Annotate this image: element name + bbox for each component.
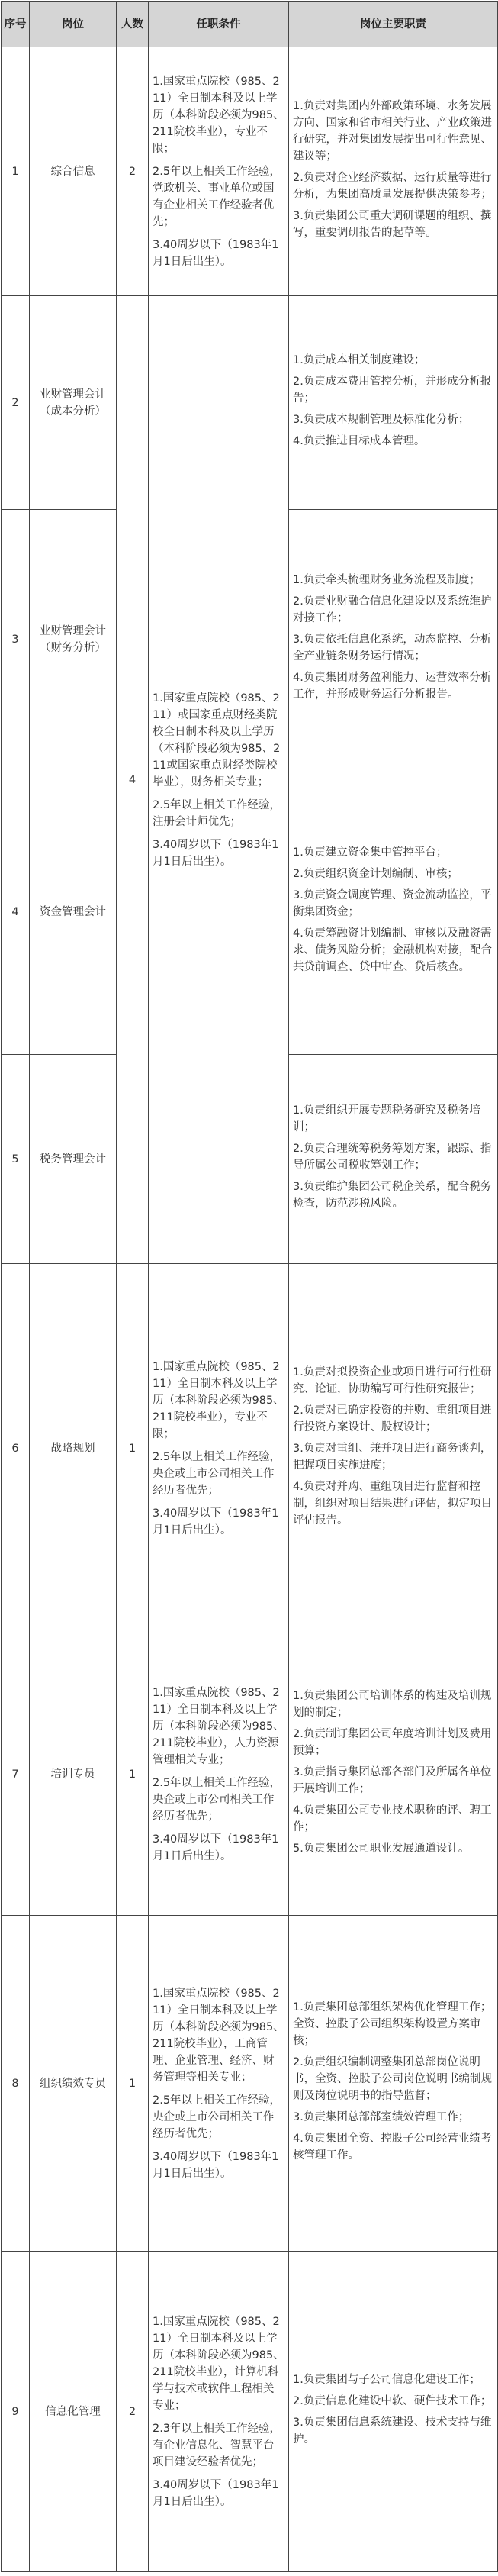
table-header-row [2, 2, 498, 47]
requirement-item: 3.40周岁以下（1983年1月1日后出生）。 [153, 2150, 279, 2180]
requirement-item: 3.40周岁以下（1983年1月1日后出生）。 [153, 1833, 279, 1862]
duty-item: 4.负责集团公司专业技术职称的评、聘工作； [293, 1804, 492, 1833]
requirement-item: 2.5年以上相关工作经验，党政机关、事业单位或国有企业相关工作经验者优先； [153, 165, 281, 228]
header-position: 岗位 [30, 2, 117, 47]
requirement-item: 1.国家重点院校（985、211）全日制本科及以上学历（本科阶段必须为985、211院校毕业），专业不限； [153, 75, 284, 155]
row-position: 组织绩效专员 [30, 1916, 117, 2252]
duty-item: 4.负责筹融资计划编制、审核以及融资需求、债务风险分析；金融机构对接，配合共贷前调查、贷中审查、贷后核查。 [293, 927, 492, 973]
row-requirements [149, 1916, 289, 2252]
duty-item: 3.负责集团信息系统建设、技术支持与维护。 [293, 2416, 492, 2445]
row-position: 业财管理会计（成本分析） [30, 296, 117, 510]
table-row [2, 2252, 498, 2572]
row-duties [289, 1055, 498, 1264]
duty-item: 4.负责集团全资、控股子公司经营业绩考核管理工作。 [293, 2132, 492, 2162]
row-position: 战略规划 [30, 1264, 117, 1633]
row-requirements [149, 1264, 289, 1633]
row-no: 2 [2, 296, 30, 510]
header-no: 序号 [2, 2, 30, 47]
row-duties [289, 47, 498, 296]
duty-item: 1.负责牵头梳理财务业务流程及制度； [293, 573, 480, 586]
duty-item: 1.负责集团与子公司信息化建设工作； [293, 2373, 480, 2386]
duty-item: 5.负责集团公司职业发展通道设计。 [293, 1842, 470, 1855]
duty-item: 1.负责对拟投资企业或项目进行可行性研究、论证，协助编写可行性研究报告； [293, 1365, 492, 1395]
duty-item: 1.负责组织开展专题税务研究及税务培训； [293, 1104, 480, 1133]
duty-item: 1.负责集团总部组织架构优化管理工作；全资、控股子公司组织架构设置方案审核； [293, 2001, 492, 2047]
row-no: 1 [2, 47, 30, 296]
duty-item: 1.负责成本相关制度建设； [293, 353, 426, 366]
row-duties [289, 1633, 498, 1916]
duty-item: 2.负责业财融合信息化建设以及系统维护对接工作； [293, 595, 492, 624]
row-no: 3 [2, 510, 30, 769]
duty-item: 2.负责对企业经济数据、运行质量等进行分析，为集团高质量发展提供决策参考； [293, 171, 492, 201]
requirement-item: 2.3年以上相关工作经验，有企业信息化、智慧平台项目建设经验者优先； [153, 2422, 281, 2468]
row-requirements [149, 1633, 289, 1916]
duty-item: 2.负责合理统筹税务筹划方案，跟踪、指导所属公司税收筹划工作； [293, 1142, 492, 1172]
row-count: 1 [117, 1264, 149, 1633]
row-duties [289, 1264, 498, 1633]
row-no: 5 [2, 1055, 30, 1264]
row-requirements [149, 47, 289, 296]
header-requirements: 任职条件 [149, 2, 289, 47]
row-no: 4 [2, 769, 30, 1055]
requirement-item: 3.40周岁以下（1983年1月1日后出生）。 [153, 838, 279, 868]
row-position: 综合信息 [30, 47, 117, 296]
row-no: 9 [2, 2252, 30, 2572]
duty-item: 3.负责集团总部部室绩效管理工作； [293, 2110, 470, 2123]
requirement-item: 2.5年以上相关工作经验，央企或上市公司相关工作经历者优先； [153, 1450, 281, 1497]
row-requirements [149, 2252, 289, 2572]
row-position: 业财管理会计（财务分析） [30, 510, 117, 769]
duty-item: 3.负责维护集团公司税企关系，配合税务检查，防范涉税风险。 [293, 1180, 492, 1210]
row-count: 1 [117, 1633, 149, 1916]
row-count: 1 [117, 1916, 149, 2252]
requirement-item: 1.国家重点院校（985、211）全日制本科及以上学历（本科阶段必须为985、211院校毕业），计算机科学与技术或软件工程相关专业； [153, 2315, 284, 2412]
duty-item: 1.负责对集团内外部政策环境、水务发展方向、国家和省市相关行业、产业政策进行研究，并对集团发展提出可行性意见、建议等； [293, 99, 492, 163]
header-count: 人数 [117, 2, 149, 47]
duty-item: 4.负责推进目标成本管理。 [293, 434, 426, 447]
requirement-item: 2.5年以上相关工作经验，央企或上市公司相关工作经历者优先； [153, 1776, 281, 1823]
row-duties [289, 2252, 498, 2572]
row-duties [289, 296, 498, 510]
table-row [2, 1264, 498, 1633]
duty-item: 1.负责集团公司培训体系的构建及培训规划的制定； [293, 1689, 492, 1719]
requirement-item: 3.40周岁以下（1983年1月1日后出生）。 [153, 2478, 279, 2508]
duty-item: 3.负责集团公司重大调研课题的组织、撰写，重要调研报告的起草等。 [293, 209, 492, 239]
row-position: 税务管理会计 [30, 1055, 117, 1264]
table-row [2, 296, 498, 510]
row-position: 培训专员 [30, 1633, 117, 1916]
header-duties: 岗位主要职责 [289, 2, 498, 47]
requirement-item: 3.40周岁以下（1983年1月1日后出生）。 [153, 1507, 279, 1536]
table-row [2, 47, 498, 296]
row-count: 2 [117, 2252, 149, 2572]
row-position: 信息化管理 [30, 2252, 117, 2572]
duty-item: 4.负责对并购、重组项目进行监督和控制，组织对项目结果进行评估，拟定项目评估报告。 [293, 1480, 492, 1527]
duty-item: 3.负责对重组、兼并项目进行商务谈判，把握项目实施进度； [293, 1442, 492, 1472]
duty-item: 2.负责组织编制调整集团总部岗位说明书，全资、控股子公司岗位说明书编制规则及岗位说明书的指导监督； [293, 2055, 492, 2102]
duty-item: 2.负责制订集团公司年度培训计划及费用预算； [293, 1727, 492, 1757]
row-count: 4 [117, 296, 149, 1264]
requirement-item: 2.5年以上相关工作经验，注册会计师优先； [153, 798, 281, 828]
row-requirements [149, 296, 289, 1264]
recruitment-table [1, 1, 498, 2572]
duty-item: 2.负责成本费用管控分析，并形成分析报告； [293, 375, 492, 405]
row-position: 资金管理会计 [30, 769, 117, 1055]
row-duties [289, 510, 498, 769]
row-duties [289, 1916, 498, 2252]
duty-item: 2.负责组织资金计划编制、审核； [293, 867, 458, 880]
requirement-item: 2.5年以上相关工作经验，央企或上市公司相关工作经历者优先； [153, 2094, 281, 2140]
duty-item: 2.负责对已确定投资的并购、重组项目进行投资方案设计、股权设计； [293, 1404, 492, 1433]
duty-item: 3.负责成本规制管理及标准化分析； [293, 413, 470, 426]
row-duties [289, 769, 498, 1055]
row-count: 2 [117, 47, 149, 296]
duty-item: 3.负责资金调度管理、资金流动监控，平衡集团资金； [293, 888, 492, 918]
duty-item: 3.负责依托信息化系统，动态监控、分析全产业链条财务运行情况； [293, 633, 492, 663]
row-no: 6 [2, 1264, 30, 1633]
duty-item: 2.负责信息化建设中软、硬件技术工作； [293, 2394, 492, 2407]
row-no: 7 [2, 1633, 30, 1916]
requirement-item: 1.国家重点院校（985、211）全日制本科及以上学历（本科阶段必须为985、211院校毕业），工商管理、企业管理、经济、财务管理等相关专业； [153, 1987, 284, 2084]
requirement-item: 1.国家重点院校（985、211）全日制本科及以上学历（本科阶段必须为985、211院校毕业），专业不限； [153, 1360, 284, 1440]
row-no: 8 [2, 1916, 30, 2252]
duty-item: 1.负责建立资金集中管控平台； [293, 846, 448, 859]
requirement-item: 1.国家重点院校（985、211）或国家重点财经类院校全日制本科及以上学历（本科阶段必须为985、211或国家重点财经类院校毕业），财务相关专业； [153, 692, 281, 788]
duty-item: 3.负责指导集团总部各部门及所属各单位开展培训工作； [293, 1765, 492, 1795]
duty-item: 4.负责集团财务盈利能力、运营效率分析工作，并形成财务运行分析报告。 [293, 671, 492, 701]
table-row [2, 1916, 498, 2252]
requirement-item: 1.国家重点院校（985、211）全日制本科及以上学历（本科阶段必须为985、211院校毕业），人力资源管理相关专业； [153, 1686, 284, 1766]
requirement-item: 3.40周岁以下（1983年1月1日后出生）。 [153, 238, 279, 268]
table-row [2, 1633, 498, 1916]
